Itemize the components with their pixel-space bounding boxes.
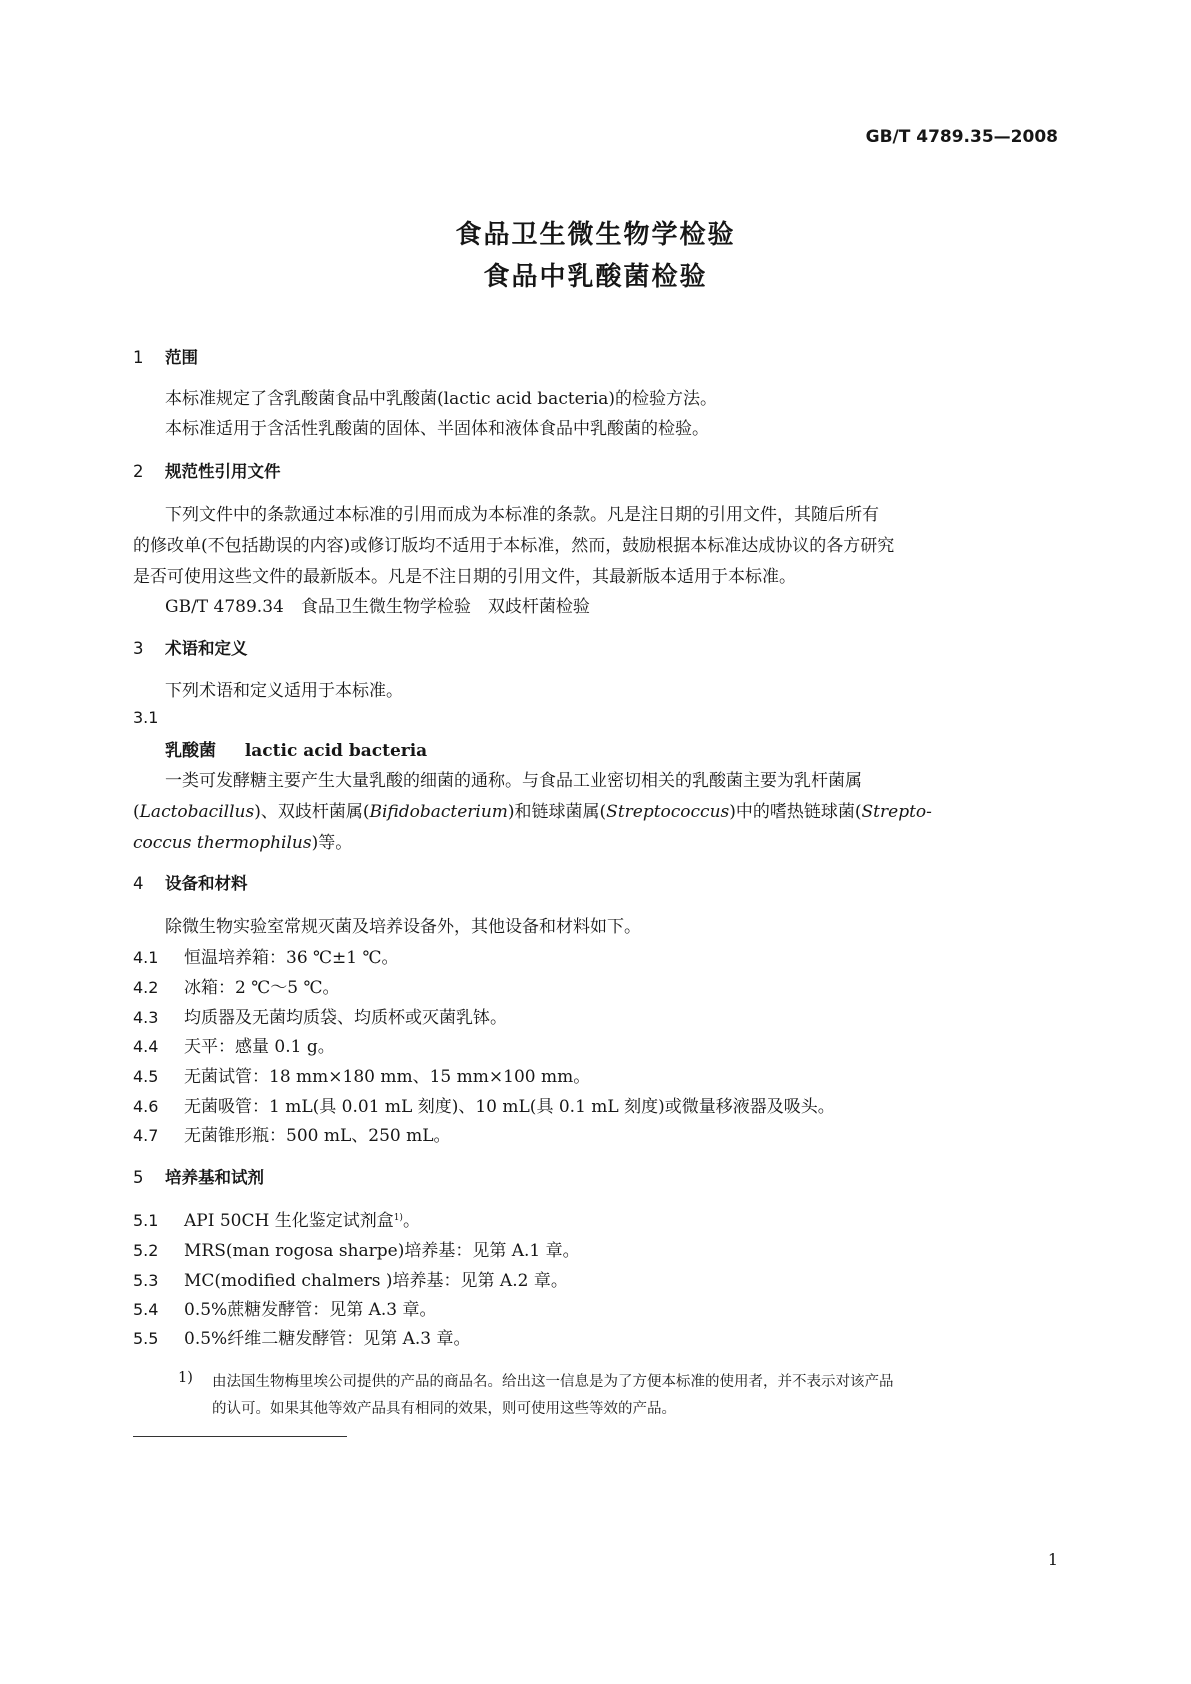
text-fragment: ( xyxy=(133,802,140,822)
section-title: 培养基和试剂 xyxy=(165,1168,264,1187)
item-number: 5.3 xyxy=(133,1271,159,1290)
item-number: 4.4 xyxy=(133,1037,159,1056)
section-5-heading xyxy=(133,1164,264,1188)
document-subtitle: 食品中乳酸菌检验 xyxy=(483,262,708,292)
list-item xyxy=(133,1266,568,1291)
definition-line xyxy=(133,797,932,822)
item-number: 5.4 xyxy=(133,1300,159,1319)
item-number: 4.5 xyxy=(133,1067,159,1086)
paragraph: 除微生物实验室常规灭菌及培养设备外，其他设备和材料如下。 xyxy=(165,917,641,937)
paragraph: 本标准适用于含活性乳酸菌的固体、半固体和液体食品中乳酸菌的检验。 xyxy=(165,419,709,439)
genus-streptococcus: Streptococcus xyxy=(606,802,730,822)
paragraph-line: 是否可使用这些文件的最新版本。凡是不注日期的引用文件，其最新版本适用于本标准。 xyxy=(133,567,796,587)
list-item xyxy=(133,1236,580,1261)
list-item xyxy=(133,1324,471,1349)
footnote-reference: 1) xyxy=(393,1213,403,1223)
species-strepto-hyphen: Strepto- xyxy=(861,802,932,822)
item-text: 均质器及无菌均质袋、均质杯或灭菌乳钵。 xyxy=(184,1008,507,1028)
section-2-heading xyxy=(133,458,281,482)
item-text: 无菌试管：18 mm×180 mm、15 mm×100 mm。 xyxy=(184,1067,591,1087)
section-number: 3 xyxy=(133,639,144,658)
list-item xyxy=(133,943,399,968)
item-number: 4.6 xyxy=(133,1097,159,1116)
section-title: 规范性引用文件 xyxy=(165,462,281,481)
section-title: 范围 xyxy=(165,348,198,367)
paragraph-line: 的修改单(不包括勘误的内容)或修订版均不适用于本标准，然而，鼓励根据本标准达成协议的各方研究 xyxy=(133,536,895,556)
text-fragment: )中的嗜热链球菌( xyxy=(729,802,862,822)
paragraph: 本标准规定了含乳酸菌食品中乳酸菌(lactic acid bacteria)的检验方法。 xyxy=(165,389,718,409)
genus-lactobacillus: Lactobacillus xyxy=(139,802,255,822)
item-number: 4.7 xyxy=(133,1126,159,1145)
footnote-marker: 1) xyxy=(178,1370,193,1386)
item-text: 无菌锥形瓶：500 mL、250 mL。 xyxy=(184,1126,451,1146)
page-number: 1 xyxy=(1047,1550,1058,1569)
definition-line xyxy=(133,828,352,853)
footnote-line: 由法国生物梅里埃公司提供的产品的商品名。给出这一信息是为了方便本标准的使用者，并不表示对该产品 xyxy=(212,1374,894,1390)
list-item xyxy=(133,1003,507,1028)
section-3-heading xyxy=(133,635,248,659)
item-number: 4.2 xyxy=(133,978,159,997)
item-text: 0.5%蔗糖发酵管：见第 A.3 章。 xyxy=(184,1300,437,1320)
list-item xyxy=(133,1062,590,1087)
document-title: 食品卫生微生物学检验 xyxy=(455,220,736,250)
paragraph: 下列术语和定义适用于本标准。 xyxy=(165,681,403,701)
term-entry xyxy=(165,736,427,761)
genus-bifidobacterium: Bifidobacterium xyxy=(369,802,508,822)
item-text: MC(modified chalmers )培养基：见第 A.2 章。 xyxy=(184,1271,568,1291)
item-text: MRS(man rogosa sharpe)培养基：见第 A.1 章。 xyxy=(184,1241,580,1261)
paragraph-line: 下列文件中的条款通过本标准的引用而成为本标准的条款。凡是注日期的引用文件，其随后所有 xyxy=(165,505,879,525)
section-number: 4 xyxy=(133,874,144,893)
definition-line: 一类可发酵糖主要产生大量乳酸的细菌的通称。与食品工业密切相关的乳酸菌主要为乳杆菌属 xyxy=(165,771,862,791)
text-fragment: )和链球菌属( xyxy=(507,802,607,822)
footnote-divider xyxy=(133,1436,347,1437)
footnote-line: 的认可。如果其他等效产品具有相同的效果，则可使用这些等效的产品。 xyxy=(212,1401,676,1417)
item-text: 天平：感量 0.1 g。 xyxy=(184,1037,335,1057)
species-thermophilus: coccus thermophilus xyxy=(133,833,312,853)
item-text-tail: 。 xyxy=(402,1211,420,1231)
term-english: lactic acid bacteria xyxy=(244,741,428,761)
normative-reference: GB/T 4789.34 食品卫生微生物学检验 双歧杆菌检验 xyxy=(165,597,590,617)
item-text: 无菌吸管：1 mL(具 0.01 mL 刻度)、10 mL(具 0.1 mL 刻度)或微量移液器及吸头。 xyxy=(184,1097,835,1117)
section-number: 2 xyxy=(133,462,144,481)
standard-code: GB/T 4789.35—2008 xyxy=(865,127,1058,147)
item-number: 5.2 xyxy=(133,1241,159,1260)
term-chinese: 乳酸菌 xyxy=(165,741,216,761)
list-item xyxy=(133,1206,420,1231)
list-item xyxy=(133,1032,335,1057)
item-text: API 50CH 生化鉴定试剂盒 xyxy=(184,1211,394,1231)
item-number: 4.1 xyxy=(133,948,159,967)
item-number: 5.5 xyxy=(133,1329,159,1348)
section-title: 术语和定义 xyxy=(165,639,248,658)
list-item xyxy=(133,1121,451,1146)
section-4-heading xyxy=(133,870,248,894)
section-1-heading xyxy=(133,344,198,368)
section-number: 5 xyxy=(133,1168,144,1187)
item-text: 冰箱：2 ℃～5 ℃。 xyxy=(184,978,340,998)
clause-number: 3.1 xyxy=(133,708,159,727)
list-item xyxy=(133,1092,835,1117)
item-number: 4.3 xyxy=(133,1008,159,1027)
list-item xyxy=(133,973,339,998)
text-fragment: )、双歧杆菌属( xyxy=(254,802,370,822)
item-text: 恒温培养箱：36 ℃±1 ℃。 xyxy=(184,948,399,968)
section-number: 1 xyxy=(133,348,144,367)
item-text: 0.5%纤维二糖发酵管：见第 A.3 章。 xyxy=(184,1329,471,1349)
section-title: 设备和材料 xyxy=(165,874,248,893)
item-number: 5.1 xyxy=(133,1211,159,1230)
text-fragment: )等。 xyxy=(311,833,353,853)
list-item xyxy=(133,1295,437,1320)
